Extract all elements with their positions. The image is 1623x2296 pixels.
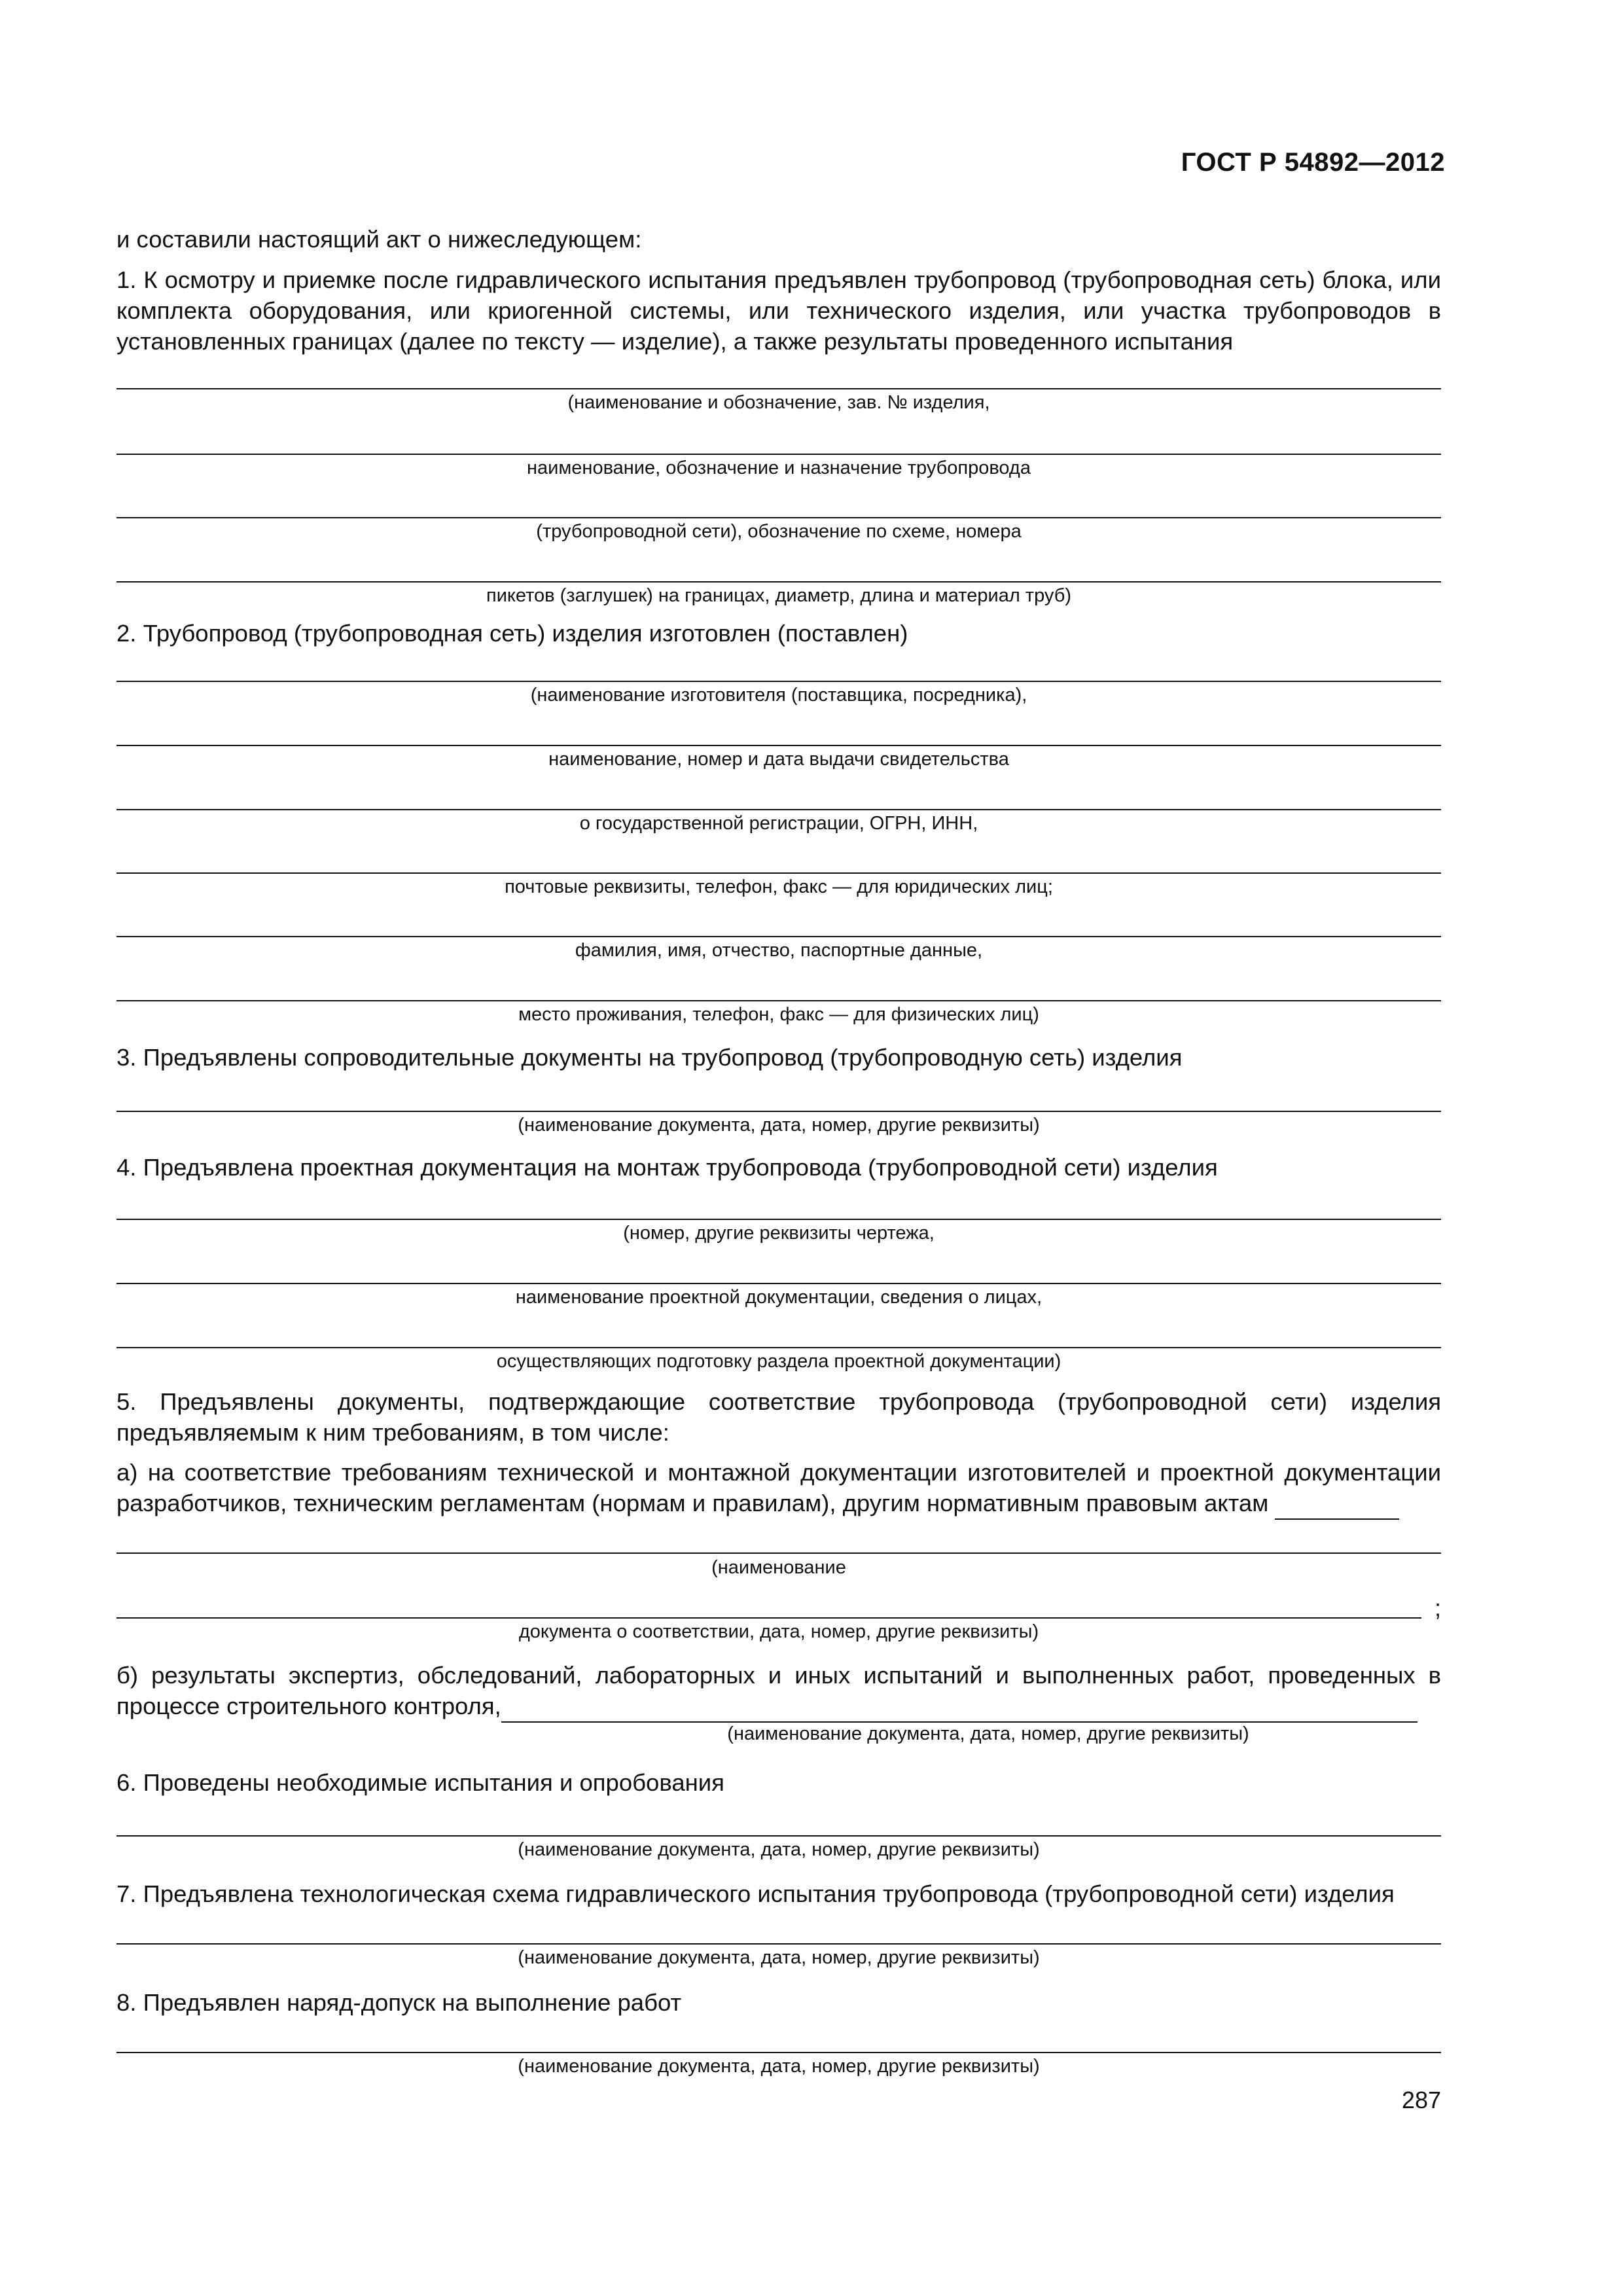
item-6-caption: (наименование документа, дата, номер, другие реквизиты) xyxy=(518,1839,1040,1860)
fill-line xyxy=(116,681,1441,682)
fill-line xyxy=(116,1111,1441,1112)
fill-line xyxy=(116,1283,1441,1284)
item-2-caption-5: фамилия, имя, отчество, паспортные данные, xyxy=(575,940,983,961)
semicolon: ; xyxy=(1435,1594,1442,1621)
item-1-caption-1: (наименование и обозначение, зав. № изделия, xyxy=(567,392,990,413)
item-5a-text xyxy=(116,1457,1441,1520)
item-7-caption: (наименование документа, дата, номер, другие реквизиты) xyxy=(518,1947,1040,1968)
fill-line xyxy=(116,1835,1441,1837)
item-1-caption-2: наименование, обозначение и назначение трубопровода xyxy=(527,457,1031,478)
item-5b-caption: (наименование документа, дата, номер, другие реквизиты) xyxy=(727,1723,1249,1744)
fill-line xyxy=(116,1219,1441,1220)
item-5b-text xyxy=(116,1660,1441,1723)
fill-line xyxy=(116,581,1441,583)
item-4-caption-1: (номер, другие реквизиты чертежа, xyxy=(623,1223,935,1244)
standard-header: ГОСТ Р 54892—2012 xyxy=(1181,148,1445,177)
item-2-caption-3: о государственной регистрации, ОГРН, ИНН, xyxy=(579,813,978,834)
fill-line xyxy=(116,2052,1441,2053)
item-2-text: 2. Трубопровод (трубопроводная сеть) изделия изготовлен (поставлен) xyxy=(116,620,908,647)
fill-line xyxy=(116,1552,1441,1554)
item-5a-body: а) на соответствие требованиям технической и монтажной документации изготовителей и проектной документации разработчиков, техническим регламентам (нормам и правилам), другим нормативным правовым актам xyxy=(116,1459,1441,1516)
fill-line xyxy=(116,1617,1421,1619)
item-8-text: 8. Предъявлен наряд-допуск на выполнение работ xyxy=(116,1989,682,2016)
fill-line-inline xyxy=(1275,1488,1399,1520)
item-1-caption-3: (трубопроводной сети), обозначение по схеме, номера xyxy=(536,521,1022,542)
intro-text: и составили настоящий акт о нижеследующем: xyxy=(116,226,642,253)
item-4-caption-2: наименование проектной документации, сведения о лицах, xyxy=(515,1287,1043,1308)
fill-line xyxy=(116,809,1441,810)
item-6-text: 6. Проведены необходимые испытания и опробования xyxy=(116,1769,724,1796)
item-2-caption-6: место проживания, телефон, факс — для физических лиц) xyxy=(518,1004,1039,1025)
fill-line xyxy=(116,745,1441,746)
fill-line xyxy=(116,388,1441,389)
fill-line xyxy=(116,454,1441,455)
fill-line xyxy=(116,872,1441,874)
item-1-text: 1. К осмотру и приемке после гидравлического испытания предъявлен трубопровод (трубопроводная сеть) блока, или комплекта оборудования, или криогенной системы, или технического изделия, или участка трубопроводов в установленных границах (далее по тексту — изделие), а также результаты проведенного испытания xyxy=(116,266,1441,355)
item-2-caption-4: почтовые реквизиты, телефон, факс — для юридических лиц; xyxy=(505,876,1053,897)
item-5a-caption-2: документа о соответствии, дата, номер, другие реквизиты) xyxy=(518,1621,1039,1642)
item-5-text: 5. Предъявлены документы, подтверждающие соответствие трубопровода (трубопроводной сети) изделия предъявляемым к ним требованиям, в том числе: xyxy=(116,1388,1441,1446)
item-8-caption: (наименование документа, дата, номер, другие реквизиты) xyxy=(518,2056,1040,2077)
fill-line xyxy=(116,936,1441,937)
fill-line xyxy=(116,1943,1441,1945)
item-3-text: 3. Предъявлены сопроводительные документы на трубопровод (трубопроводную сеть) изделия xyxy=(116,1044,1183,1071)
item-7-text: 7. Предъявлена технологическая схема гидравлического испытания трубопровода (трубопроводной сети) изделия xyxy=(116,1880,1395,1907)
item-1-caption-4: пикетов (заглушек) на границах, диаметр, длина и материал труб) xyxy=(486,585,1071,606)
item-2-caption-1: (наименование изготовителя (поставщика, посредника), xyxy=(530,685,1027,706)
item-2-caption-2: наименование, номер и дата выдачи свидетельства xyxy=(548,749,1009,770)
item-5a-caption-1: (наименование xyxy=(711,1557,846,1578)
item-4-text: 4. Предъявлена проектная документация на монтаж трубопровода (трубопроводной сети) изделия xyxy=(116,1154,1218,1181)
fill-line xyxy=(116,517,1441,518)
item-3-caption: (наименование документа, дата, номер, другие реквизиты) xyxy=(518,1115,1040,1136)
fill-line xyxy=(116,1347,1441,1348)
fill-line xyxy=(116,1000,1441,1001)
item-4-caption-3: осуществляющих подготовку раздела проектной документации) xyxy=(496,1351,1061,1372)
item-5b-body: б) результаты экспертиз, обследований, лабораторных и иных испытаний и выполненных работ, проведенных в процессе строительного контроля, xyxy=(116,1662,1441,1719)
page-number: 287 xyxy=(1401,2087,1441,2113)
fill-line-inline xyxy=(501,1691,1418,1723)
